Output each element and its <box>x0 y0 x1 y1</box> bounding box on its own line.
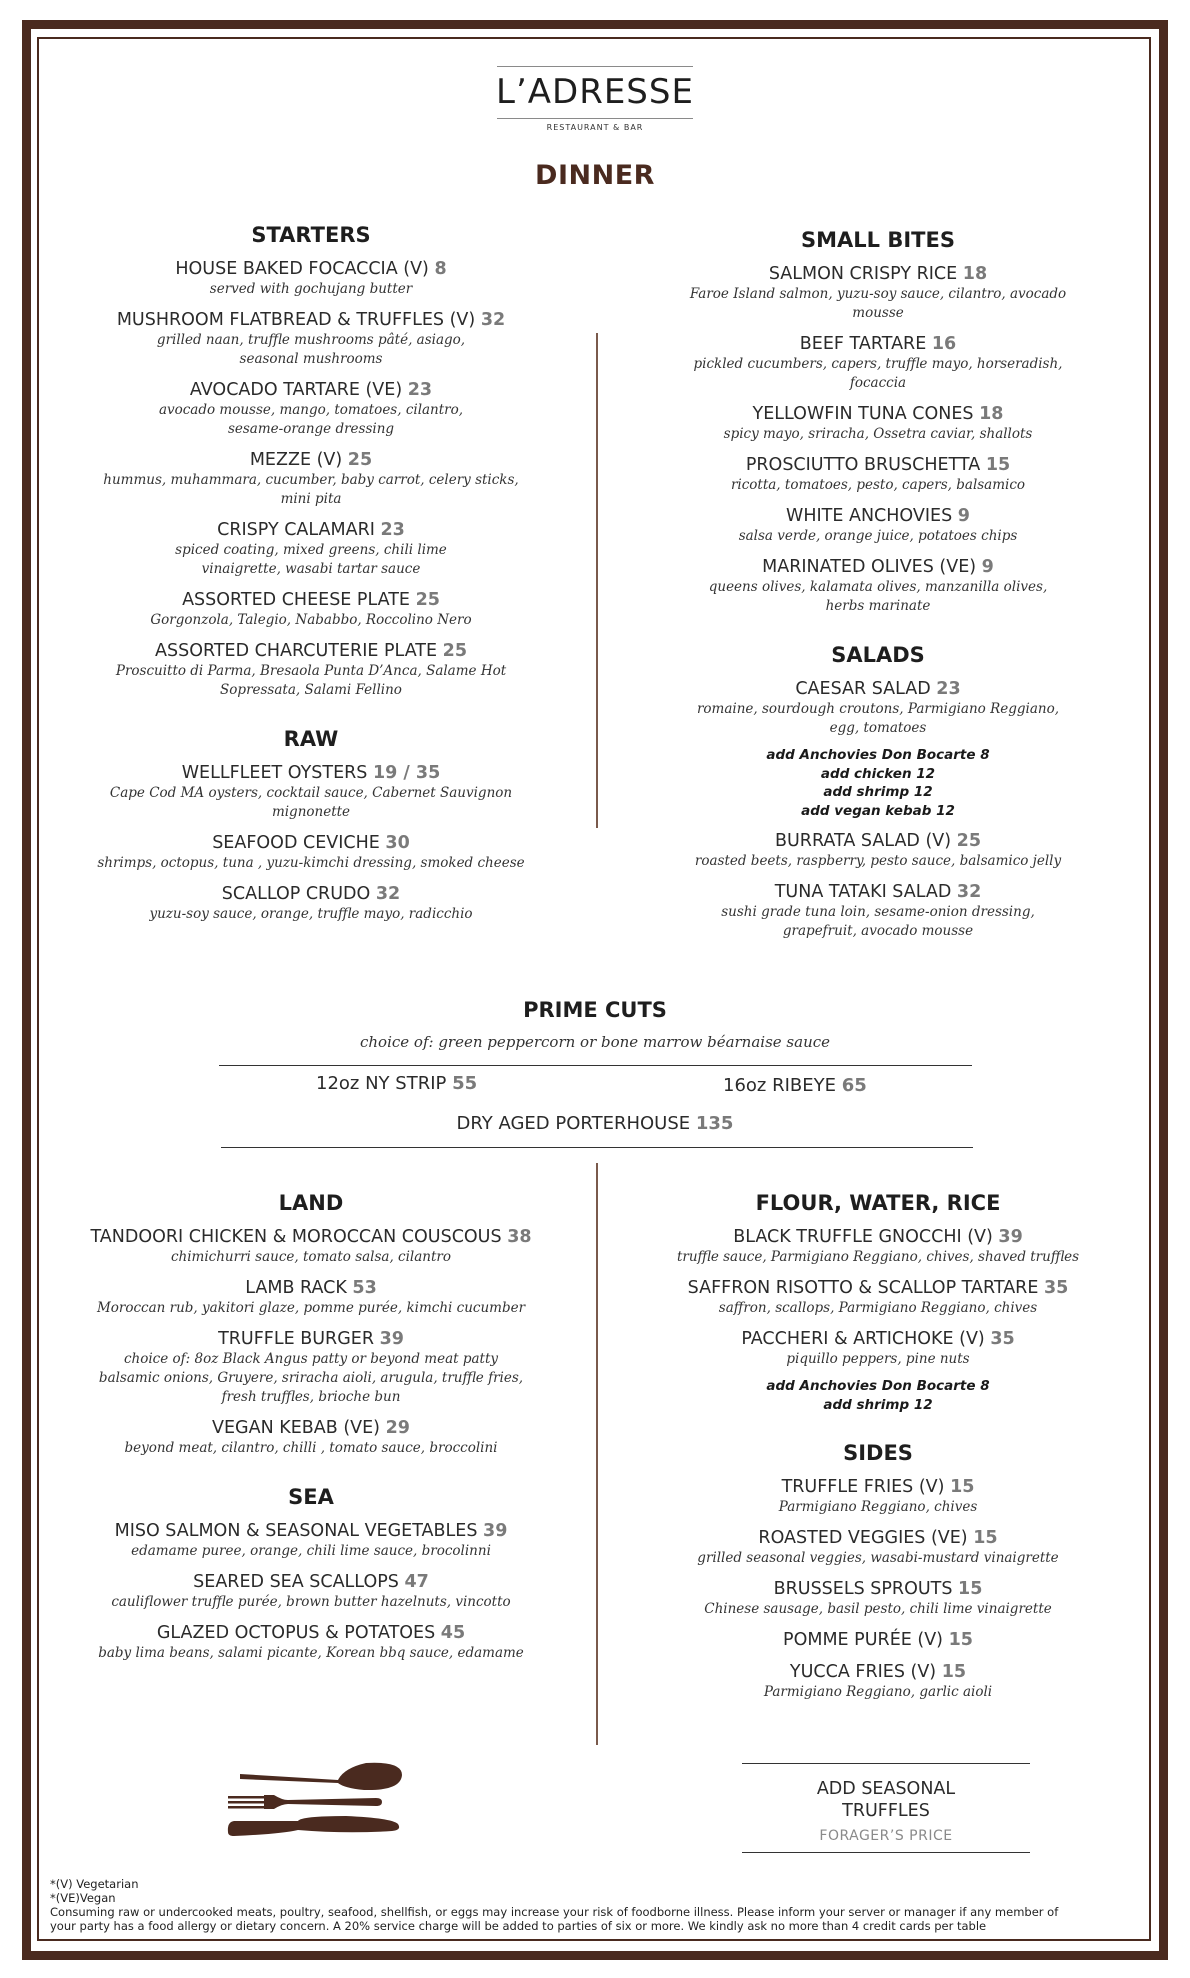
menu-item-title <box>80 1328 542 1350</box>
menu-item-title <box>80 449 542 471</box>
logo-rule-bottom <box>497 118 693 119</box>
menu-item-description: Sopressata, Salami Fellino <box>220 682 402 698</box>
truffle-price: FORAGER’S PRICE <box>819 1828 953 1844</box>
menu-item-title <box>80 519 542 541</box>
menu-item-name: SALMON CRISPY RICE <box>768 264 958 284</box>
menu-item-title <box>660 881 1096 903</box>
menu-item-description: edamame puree, orange, chili lime sauce, brocolinni <box>131 1543 491 1559</box>
menu-item-name: POMME PURÉE (V) <box>783 1630 944 1650</box>
addon-line: add chicken 12 <box>820 765 936 782</box>
footer-line: Consuming raw or undercooked meats, poultry, seafood, shellfish, or eggs may increase your risk of foodborne illness. Please inform your server or manager if any member of <box>50 1905 1059 1919</box>
menu-item-price: 25 <box>347 450 373 470</box>
menu-item <box>640 1277 1116 1318</box>
menu-item-description: grilled naan, truffle mushrooms pâté, asiago, <box>156 332 466 348</box>
menu-item-title <box>80 379 542 401</box>
prime-item-name: DRY AGED PORTERHOUSE <box>456 1113 691 1134</box>
menu-item-description: chimichurri sauce, tomato salsa, cilantro <box>170 1249 451 1265</box>
menu-item-price: 25 <box>442 641 467 661</box>
menu-item-title <box>660 454 1096 476</box>
menu-item <box>80 640 542 700</box>
menu-item-title <box>660 678 1096 700</box>
menu-item-price: 16 <box>931 334 957 354</box>
addon-line: add shrimp 12 <box>823 784 933 800</box>
addon-line: add Anchovies Don Bocarte 8 <box>766 1378 990 1394</box>
menu-item-price: 39 <box>998 1227 1023 1247</box>
land-list <box>80 1226 542 1458</box>
menu-item-description: sesame-orange dressing <box>227 421 395 437</box>
menu-item-price: 25 <box>415 590 440 610</box>
prime-rule-bottom <box>221 1147 973 1148</box>
menu-item-title <box>80 832 542 854</box>
menu-item-title <box>660 403 1096 425</box>
prime-rule-top <box>219 1065 972 1066</box>
divider-top <box>596 333 598 828</box>
menu-item-name: MUSHROOM FLATBREAD & TRUFFLES (V) <box>116 310 476 330</box>
menu-item-description: seasonal mushrooms <box>239 351 383 367</box>
menu-item-price: 18 <box>979 404 1004 424</box>
menu-item <box>660 556 1096 616</box>
prime-item-price: 135 <box>695 1113 734 1134</box>
addon-line: add Anchovies Don Bocarte 8 <box>766 747 990 763</box>
salads-title: SALADS <box>831 643 925 667</box>
menu-item <box>80 883 542 924</box>
prime-cuts-subtitle: choice of: green peppercorn or bone marrow béarnaise sauce <box>359 1033 831 1051</box>
menu-item <box>640 1661 1116 1702</box>
addon-line: add shrimp 12 <box>823 1396 933 1413</box>
flour-water-rice-title: FLOUR, WATER, RICE <box>755 1191 1001 1215</box>
menu-item-title <box>640 1661 1116 1683</box>
menu-item-name: TUNA TATAKI SALAD <box>774 882 952 902</box>
menu-item-price: 29 <box>385 1418 410 1438</box>
sea-list <box>80 1520 542 1663</box>
menu-item-name: WELLFLEET OYSTERS <box>181 763 368 783</box>
footer-line: *(VE)Vegan <box>50 1891 116 1905</box>
menu-item-title <box>640 1629 1116 1651</box>
menu-item <box>660 454 1096 495</box>
menu-item-description: avocado mousse, mango, tomatoes, cilantro, <box>158 402 464 418</box>
menu-item-description: saffron, scallops, Parmigiano Reggiano, chives <box>718 1300 1038 1316</box>
menu-item-price: 32 <box>956 882 982 902</box>
small-bites-list <box>660 263 1096 616</box>
prime-cuts-title: PRIME CUTS <box>523 998 667 1022</box>
menu-item-name: YELLOWFIN TUNA CONES <box>752 404 974 424</box>
truffle-box <box>742 1763 1030 1853</box>
sea-title: SEA <box>288 1485 334 1509</box>
menu-item-description: mignonette <box>271 804 351 820</box>
menu-item <box>80 1277 542 1318</box>
menu-item-price: 32 <box>480 310 506 330</box>
menu-item <box>80 1417 542 1458</box>
menu-item-name: CRISPY CALAMARI <box>217 520 375 540</box>
menu-item-price: 38 <box>507 1227 532 1247</box>
menu-item-price: 15 <box>958 1579 983 1599</box>
menu-item-description: Gorgonzola, Talegio, Nababbo, Roccolino Nero <box>150 612 472 628</box>
menu-item-name: MISO SALMON & SEASONAL VEGETABLES <box>114 1521 478 1541</box>
menu-item-name: PROSCIUTTO BRUSCHETTA <box>745 455 981 475</box>
menu-item-description: romaine, sourdough croutons, Parmigiano Reggiano, <box>696 701 1060 717</box>
menu-item-description: shrimps, octopus, tuna , yuzu-kimchi dressing, smoked cheese <box>97 855 525 871</box>
prime-cuts <box>0 997 1190 1051</box>
menu-item-title <box>640 1527 1116 1549</box>
menu-item <box>80 1622 542 1663</box>
menu-item-description: grapefruit, avocado mousse <box>782 923 974 939</box>
menu-item-name: WHITE ANCHOVIES <box>786 506 953 526</box>
menu-item-description: mini pita <box>280 491 342 507</box>
menu-item-name: AVOCADO TARTARE (VE) <box>189 380 403 400</box>
menu-item-name: BURRATA SALAD (V) <box>774 831 952 851</box>
logo-rule-top <box>497 66 693 67</box>
menu-item-description: spiced coating, mixed greens, chili lime <box>175 542 447 558</box>
menu-item-name: YUCCA FRIES (V) <box>789 1662 937 1682</box>
menu-item-title <box>660 333 1096 355</box>
addon-line: add vegan kebab 12 <box>801 802 955 819</box>
menu-item <box>640 1578 1116 1619</box>
menu-item-description: choice of: 8oz Black Angus patty or beyond meat patty <box>123 1351 498 1367</box>
menu-item <box>660 505 1096 546</box>
menu-item <box>80 1328 542 1407</box>
truffle-line2: TRUFFLES <box>842 1801 930 1821</box>
menu-item <box>640 1527 1116 1568</box>
menu-item-description: Parmigiano Reggiano, chives <box>778 1499 978 1515</box>
menu-item-price: 47 <box>404 1572 429 1592</box>
menu-item <box>80 1226 542 1267</box>
menu-item-description: roasted beets, raspberry, pesto sauce, balsamico jelly <box>694 853 1062 869</box>
menu-item-description: herbs marinate <box>825 598 931 614</box>
menu-item-price: 30 <box>385 833 410 853</box>
menu-item <box>640 1328 1116 1369</box>
menu-item-title <box>80 1277 542 1299</box>
menu-item <box>80 519 542 579</box>
truffle-line1: ADD SEASONAL <box>816 1779 956 1799</box>
menu-item-name: ASSORTED CHARCUTERIE PLATE <box>155 641 438 661</box>
menu-item <box>660 830 1096 871</box>
menu-item-title <box>80 1226 542 1248</box>
menu-item-description: Proscuitto di Parma, Bresaola Punta D’Anca, Salame Hot <box>115 663 507 679</box>
prime-item-ribeye <box>723 1075 867 1096</box>
divider-bottom <box>596 1163 598 1745</box>
menu-item-price: 23 <box>936 679 961 699</box>
menu-item-price: 18 <box>962 264 988 284</box>
menu-item-name: TRUFFLE BURGER <box>218 1329 374 1349</box>
menu-item-name: PACCHERI & ARTICHOKE (V) <box>741 1329 985 1349</box>
menu-item <box>660 678 1096 738</box>
column-flour-sides <box>640 1190 1116 1712</box>
column-starters-raw <box>80 222 542 934</box>
menu-item-description: Parmigiano Reggiano, garlic aioli <box>763 1684 993 1700</box>
menu-item-title <box>80 309 542 331</box>
menu-item-price: 19 / 35 <box>372 763 441 783</box>
menu-item-addons <box>660 746 1096 820</box>
menu-item-title <box>640 1277 1116 1299</box>
prime-item-price: 55 <box>452 1073 478 1094</box>
menu-item-addons <box>640 1377 1116 1414</box>
menu-item-description: salsa verde, orange juice, potatoes chips <box>738 528 1018 544</box>
column-small-bites-salads <box>660 227 1096 951</box>
menu-item-name: CAESAR SALAD <box>795 679 931 699</box>
prime-item-ny-strip <box>316 1073 477 1094</box>
menu-item-description: sushi grade tuna loin, sesame-onion dressing, <box>721 904 1035 920</box>
menu-item-price: 32 <box>375 884 401 904</box>
menu-item <box>80 379 542 439</box>
menu-item-title <box>640 1226 1116 1248</box>
menu-item <box>660 333 1096 393</box>
footer-line: *(V) Vegetarian <box>50 1877 139 1891</box>
menu-item-description: served with gochujang butter <box>209 281 413 297</box>
menu-item-name: BRUSSELS SPROUTS <box>773 1579 953 1599</box>
menu-item-description: queens olives, kalamata olives, manzanilla olives, <box>708 579 1048 595</box>
menu-item-description: baby lima beans, salami picante, Korean bbq sauce, edamame <box>98 1645 524 1661</box>
prime-item-price: 65 <box>841 1075 867 1096</box>
menu-item <box>640 1226 1116 1267</box>
menu-item-title <box>640 1476 1116 1498</box>
menu-item-description: cauliflower truffle purée, brown butter hazelnuts, vincotto <box>111 1594 511 1610</box>
menu-item <box>660 403 1096 444</box>
menu-item-price: 23 <box>380 520 405 540</box>
menu-item-price: 9 <box>981 557 994 577</box>
land-title: LAND <box>278 1191 344 1215</box>
menu-title: DINNER <box>535 160 655 191</box>
menu-item-description: mousse <box>852 305 904 321</box>
menu-item-title <box>80 258 542 280</box>
menu-item <box>640 1476 1116 1517</box>
menu-item-price: 45 <box>440 1623 466 1643</box>
prime-item-porterhouse <box>0 1113 1190 1134</box>
menu-item-title <box>660 830 1096 852</box>
menu-item-description: ricotta, tomatoes, pesto, capers, balsamico <box>730 477 1026 493</box>
menu-item-price: 15 <box>948 1630 973 1650</box>
logo <box>0 66 1190 132</box>
menu-item-price: 39 <box>379 1329 404 1349</box>
footer-line: your party has a food allergy or dietary concern. A 20% service charge will be added to parties of six or more. We kindly ask no more than 4 credit cards per table <box>50 1919 987 1933</box>
menu-item-title <box>80 589 542 611</box>
menu-item-description: hummus, muhammara, cucumber, baby carrot, celery sticks, <box>103 472 519 488</box>
menu-item-description: balsamic onions, Gruyere, sriracha aioli, arugula, truffle fries, <box>98 1370 524 1386</box>
menu-item <box>640 1629 1116 1651</box>
menu-item-price: 15 <box>973 1528 998 1548</box>
menu-item-name: SEARED SEA SCALLOPS <box>193 1572 399 1592</box>
menu-item-description: pickled cucumbers, capers, truffle mayo, horseradish, <box>693 356 1063 372</box>
menu-item-name: SEAFOOD CEVICHE <box>212 833 380 853</box>
menu-item-description: Cape Cod MA oysters, cocktail sauce, Cabernet Sauvignon <box>109 785 513 801</box>
menu-item-name: HOUSE BAKED FOCACCIA (V) <box>175 259 429 279</box>
menu-item-description: vinaigrette, wasabi tartar sauce <box>201 561 421 577</box>
menu-item-name: MEZZE (V) <box>249 450 343 470</box>
sides-title: SIDES <box>843 1441 913 1465</box>
starters-title: STARTERS <box>251 223 371 247</box>
menu-item-title <box>660 556 1096 578</box>
menu-item-title <box>80 883 542 905</box>
menu-item <box>80 832 542 873</box>
menu-item-description: grilled seasonal veggies, wasabi-mustard vinaigrette <box>697 1550 1059 1566</box>
menu-item-title <box>80 762 542 784</box>
menu-item-name: GLAZED OCTOPUS & POTATOES <box>156 1623 436 1643</box>
menu-item-title <box>640 1578 1116 1600</box>
menu-item-name: VEGAN KEBAB (VE) <box>212 1418 381 1438</box>
menu-item-name: MARINATED OLIVES (VE) <box>762 557 977 577</box>
menu-item-description: truffle sauce, Parmigiano Reggiano, chives, shaved truffles <box>676 1249 1080 1265</box>
menu-item <box>80 449 542 509</box>
small-bites-title: SMALL BITES <box>801 228 955 252</box>
menu-item-description: focaccia <box>849 375 907 391</box>
menu-item-title <box>80 1417 542 1439</box>
menu-item-price: 8 <box>434 259 447 279</box>
menu-item-description: spicy mayo, sriracha, Ossetra caviar, shallots <box>723 426 1033 442</box>
footer <box>50 1877 1140 1933</box>
menu-item-name: ASSORTED CHEESE PLATE <box>182 590 410 610</box>
menu-item-description: Moroccan rub, yakitori glaze, pomme purée, kimchi cucumber <box>96 1300 526 1316</box>
starters-list <box>80 258 542 700</box>
brand-name: L’ADRESSE <box>496 72 694 112</box>
menu-item-name: SAFFRON RISOTTO & SCALLOP TARTARE <box>687 1278 1039 1298</box>
menu-item-title <box>640 1328 1116 1350</box>
brand-tagline: RESTAURANT & BAR <box>546 123 644 132</box>
menu-item-description: Chinese sausage, basil pesto, chili lime vinaigrette <box>704 1601 1052 1617</box>
menu-item <box>80 762 542 822</box>
menu-item-name: LAMB RACK <box>245 1278 347 1298</box>
menu-item-title <box>80 640 542 662</box>
menu-item <box>80 258 542 299</box>
menu-item-name: BEEF TARTARE <box>799 334 927 354</box>
menu-item-name: ROASTED VEGGIES (VE) <box>758 1528 968 1548</box>
cutlery-icon <box>226 1758 404 1840</box>
menu-item-description: egg, tomatoes <box>829 720 927 736</box>
menu-item-description: yuzu-soy sauce, orange, truffle mayo, radicchio <box>149 906 473 922</box>
raw-list <box>80 762 542 924</box>
menu-item <box>80 589 542 630</box>
sides-list <box>640 1476 1116 1702</box>
menu-item-description: Faroe Island salmon, yuzu-soy sauce, cilantro, avocado <box>689 286 1067 302</box>
menu-item-price: 53 <box>352 1278 377 1298</box>
menu-item-title <box>80 1622 542 1644</box>
menu-item-price: 35 <box>1043 1278 1069 1298</box>
menu-item-name: TRUFFLE FRIES (V) <box>781 1477 945 1497</box>
menu-item <box>660 263 1096 323</box>
menu-item-price: 15 <box>985 455 1011 475</box>
menu-item-description: beyond meat, cilantro, chilli , tomato sauce, broccolini <box>124 1440 498 1456</box>
menu-item-price: 15 <box>941 1662 967 1682</box>
menu-item-title <box>660 505 1096 527</box>
salads-list <box>660 678 1096 941</box>
menu-item <box>80 1571 542 1612</box>
menu-item-name: BLACK TRUFFLE GNOCCHI (V) <box>733 1227 993 1247</box>
menu-item-price: 39 <box>483 1521 508 1541</box>
flour-water-rice-list <box>640 1226 1116 1414</box>
menu-item-title <box>80 1520 542 1542</box>
menu-item-description: piquillo peppers, pine nuts <box>786 1351 970 1367</box>
menu-item-name: TANDOORI CHICKEN & MOROCCAN COUSCOUS <box>90 1227 502 1247</box>
menu-item-description: fresh truffles, brioche bun <box>221 1389 401 1405</box>
menu-item <box>660 881 1096 941</box>
prime-item-name: 12oz NY STRIP <box>316 1073 447 1094</box>
menu-item-price: 9 <box>957 506 970 526</box>
menu-item-price: 35 <box>990 1329 1015 1349</box>
menu-item-name: SCALLOP CRUDO <box>221 884 371 904</box>
menu-item <box>80 309 542 369</box>
menu-item <box>80 1520 542 1561</box>
menu-item-price: 23 <box>407 380 433 400</box>
column-land-sea <box>80 1190 542 1673</box>
prime-item-name: 16oz RIBEYE <box>723 1075 836 1096</box>
menu-item-price: 15 <box>950 1477 975 1497</box>
raw-title: RAW <box>283 727 339 751</box>
menu-item-title <box>80 1571 542 1593</box>
menu-item-title <box>660 263 1096 285</box>
menu-item-price: 25 <box>956 831 982 851</box>
